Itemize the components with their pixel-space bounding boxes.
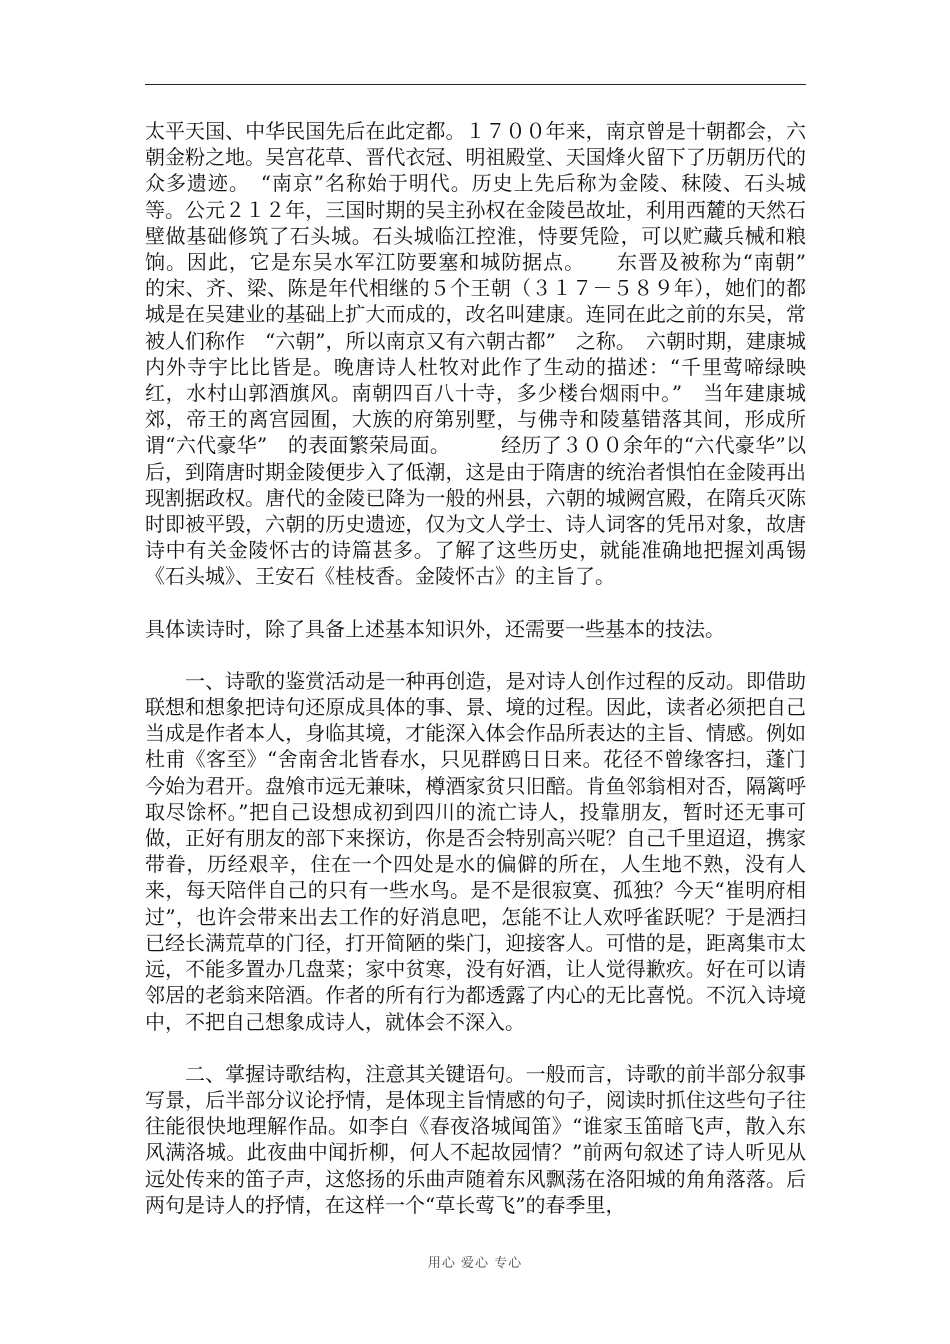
paragraph-history-of-nanjing: 太平天国、中华民国先后在此定都。１７００年来，南京曾是十朝都会，六朝金粉之地。吴宫花草、晋代衣冠、明祖殿堂、天国烽火留下了历朝历代的众多遗迹。 “南京”名称始于明代。历史上先后称为金陵、秣陵、石头城等。公元２１２年，三国时期的吴主孙权在金陵邑故址，利用西麓的天然石壁做基础修筑了石头城。石头城临江控淮，恃要凭险，可以贮藏兵械和粮饷。因此，它是东吴水军江防要塞和城防据点。 东晋及被称为“南朝” 的宋、齐、梁、陈是年代相继的５个王朝（３１７－５８９年），她们的都城是在吴建业的基础上扩大而成的，改名叫建康。连同在此之前的东吴，常被人们称作 “六朝”，所以南京又有六朝古都” 之称。 六朝时期，建康城内外寺宇比比皆是。晚唐诗人杜牧对此作了生动的描述：“千里莺啼绿映红，水村山郭酒旗风。南朝四百八十寺，多少楼台烟雨中。” 当年建康城郊，帝王的离宫园囿，大族的府第别墅，与佛寺和陵墓错落其间，形成所谓“六代豪华” 的表面繁荣局面。 经历了３００余年的“六代豪华”以后，到隋唐时期金陵便步入了低潮，这是由于隋唐的统治者惧怕在金陵再出现割据政权。唐代的金陵已降为一般的州县，六朝的城阙宫殿，在隋兵灭陈时即被平毁，六朝的历史遗迹，仅为文人学士、诗人词客的凭吊对象，故唐诗中有关金陵怀古的诗篇甚多。了解了这些历史，就能准确地把握刘禹锡《石头城》、王安石《桂枝香。金陵怀古》的主旨了。	[145, 119, 826, 589]
paragraph-technique-two: 二、掌握诗歌结构，注意其关键语句。一般而言，诗歌的前半部分叙事写景，后半部分议论抒情，是体现主旨情感的句子，阅读时抓住这些句子往往能很快地理解作品。如李白《春夜洛城闻笛》“谁家玉笛暗飞声，散入东风满洛城。此夜曲中闻折柳，何人不起故园情？”前两句叙述了诗人听见从远处传来的笛子声，这悠扬的乐曲声随着东风飘荡在洛阳城的角角落落。后两句是诗人的抒情，在这样一个“草长莺飞”的春季里，	[145, 1061, 806, 1217]
paragraph-reading-techniques-intro: 具体读诗时，除了具备上述基本知识外，还需要一些基本的技法。	[145, 616, 725, 641]
paragraph-gap	[145, 590, 806, 616]
header-rule	[145, 84, 806, 85]
paragraph-gap	[145, 1035, 806, 1061]
paragraph-technique-one: 一、诗歌的鉴赏活动是一种再创造，是对诗人创作过程的反动。即借助联想和想象把诗句还原成具体的事、景、境的过程。因此，读者必须把自己当成是作者本人，身临其境，才能深入体会作品所表达的主旨、情感。例如杜甫《客至》“舍南舍北皆春水，只见群鸥日日来。花径不曾缘客扫，蓬门今始为君开。盘飧市远无兼味，樽酒家贫只旧醅。肯鱼邻翁相对否，隔篱呼取尽馀杯。”把自己设想成初到四川的流亡诗人，投靠朋友，暂时还无事可做，正好有朋友的部下来探访，你是否会特别高兴呢？自己千里迢迢，携家带眷，历经艰辛，住在一个四处是水的偏僻的所在，人生地不熟，没有人来，每天陪伴自己的只有一些水鸟。是不是很寂寞、孤独？今天“崔明府相过”，也许会带来出去工作的好消息吧，怎能不让人欢呼雀跃呢？于是洒扫已经长满荒草的门径，打开简陋的柴门，迎接客人。可惜的是，距离集市太远，不能多置办几盘菜；家中贫寒，没有好酒，让人觉得歉疚。好在可以请邻居的老翁来陪酒。作者的所有行为都透露了内心的无比喜悦。不沉入诗境中，不把自己想象成诗人，就体会不深入。	[145, 668, 806, 1034]
page-footer: 用心 爱心 专心	[427, 1256, 523, 1271]
paragraph-gap	[145, 642, 806, 668]
document-body	[145, 118, 826, 1218]
